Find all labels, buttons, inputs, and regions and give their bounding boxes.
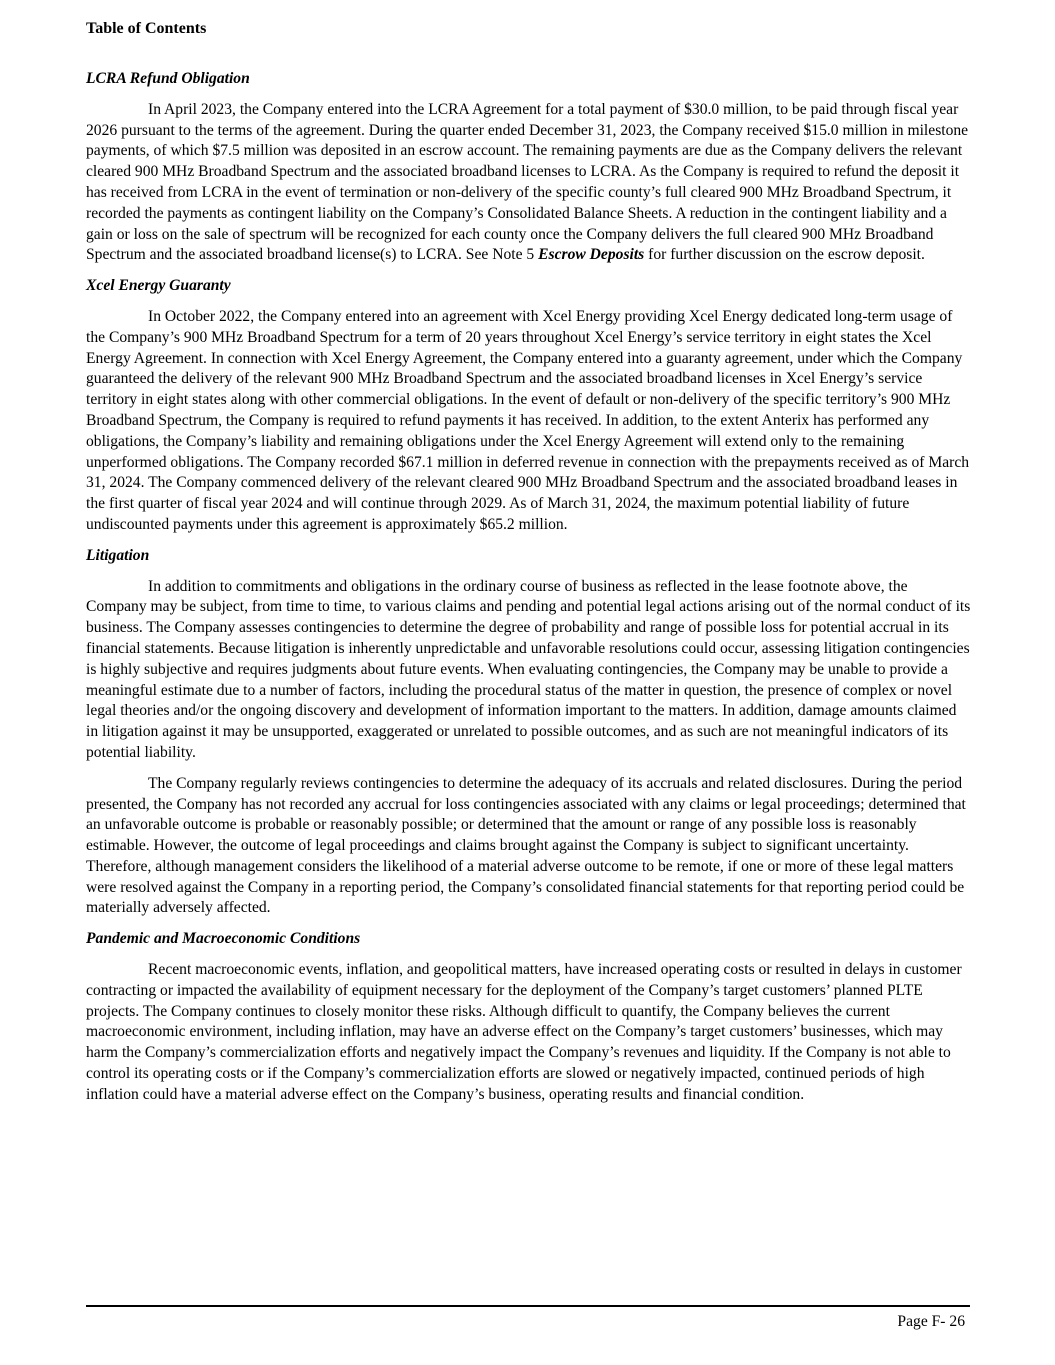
paragraph-pandemic-macroeconomic: Recent macroeconomic events, inflation, and geopolitical matters, have increased operating costs or resulted in delays in customer contracting or impacted the availability of equipment necessary for the deployment of the Company’s target customers’ planned PLTE projects. The Company continues to closely monitor these risks. Although difficult to quantify, the Company believes the current macroeconomic environment, including inflation, may have an adverse effect on the Company’s target customers’ businesses, which may harm the Company’s commercialization efforts and negatively impact the Company’s revenues and liquidity. If the Company is not able to control its operating costs or if the Company’s commercialization efforts are slowed or negatively impacted, continued periods of high inflation could have a material adverse effect on the Company’s business, operating results and financial condition. <box>86 961 962 1103</box>
section-heading-pandemic-macroeconomic: Pandemic and Macroeconomic Conditions <box>86 930 361 948</box>
paragraph-lcra-refund-obligation <box>86 100 971 266</box>
paragraph-litigation-1: In addition to commitments and obligations in the ordinary course of business as reflected in the lease footnote above, the Company may be subject, from time to time, to various claims and pending and potential legal actions arising out of the normal conduct of its business. The Company assesses contingencies to determine the degree of probability and range of possible loss for potential accrual in its financial statements. Because litigation is inherently unpredictable and unfavorable resolutions could occur, assessing litigation contingencies is highly subjective and requires judgments about future events. When evaluating contingencies, the Company may be unable to provide a meaningful estimate due to a number of factors, including the procedural status of the matter in question, the presence of complex or novel legal theories and/or the ongoing discovery and development of information important to the matters. In addition, damage amounts claimed in litigation against it may be unsupported, exaggerated or unrelated to possible outcomes, and as such are not meaningful indicators of its potential liability. <box>86 577 971 761</box>
paragraph-text: In April 2023, the Company entered into the LCRA Agreement for a total payment of $30.0 million, to be paid through fiscal year 2026 pursuant to the terms of the agreement. During the quarter ended December 31, 2023, the Company received $15.0 million in milestone payments, of which $7.5 million was deposited in an escrow account. The remaining payments are due as the Company delivers the relevant cleared 900 MHz Broadband Spectrum and the associated broadband licenses to LCRA. As the Company is required to refund the deposit it has received from LCRA in the event of termination or non-delivery of the specific county’s full cleared 900 MHz Broadband Spectrum, it recorded the payments as contingent liability on the Company’s Consolidated Balance Sheets. A reduction in the contingent liability and a gain or loss on the sale of spectrum will be recognized for each county once the Company delivers the full cleared 900 MHz Broadband Spectrum and the associated broadband license(s) to LCRA. See Note 5 <box>86 100 969 264</box>
paragraph-xcel-energy-guaranty: In October 2022, the Company entered into an agreement with Xcel Energy providing Xcel Energy dedicated long-term usage of the Company’s 900 MHz Broadband Spectrum for a term of 20 years throughout Xcel Energy’s service territory in eight states the Xcel Energy Agreement. In connection with Xcel Energy Agreement, the Company entered into a guaranty agreement, under which the Company guaranteed the delivery of the relevant 900 MHz Broadband Spectrum and the associated broadband licenses in Xcel Energy’s service territory in eight states along with other commercial obligations. In the event of default or non-delivery of the specific territory’s 900 MHz Broadband Spectrum, the Company is required to refund payments it has received. In addition, to the extent Anterix has performed any obligations, the Company’s liability and remaining obligations under the Xcel Energy Agreement will extend only to the remaining unperformed obligations. The Company recorded $67.1 million in deferred revenue in connection with the prepayments received as of March 31, 2024. The Company commenced delivery of the relevant cleared 900 MHz Broadband Spectrum and the associated broadband leases in the first quarter of fiscal year 2024 and will continue through 2029. As of March 31, 2024, the maximum potential liability of future undiscounted payments under this agreement is approximately $65.2 million. <box>86 307 970 533</box>
document-body <box>86 69 971 1116</box>
paragraph-text: for further discussion on the escrow deposit. <box>644 246 925 264</box>
page-number: Page F- 26 <box>897 1313 965 1330</box>
footer-divider <box>86 1305 970 1307</box>
section-heading-lcra-refund-obligation: LCRA Refund Obligation <box>86 70 250 87</box>
section-heading-litigation: Litigation <box>86 546 150 564</box>
table-of-contents-link[interactable]: Table of Contents <box>86 20 207 37</box>
paragraph-litigation-2: The Company regularly reviews contingencies to determine the adequacy of its accruals and related disclosures. During the period presented, the Company has not recorded any accrual for loss contingencies associated with any claims or legal proceedings; determined that an unfavorable outcome is probable or reasonably possible; or determined that the amount or range of any possible loss is reasonably estimable. However, the outcome of legal proceedings and claims brought against the Company is subject to significant uncertainty. Therefore, although management considers the likelihood of a material adverse outcome to be remote, if one or more of these legal matters were resolved against the Company in a reporting period, the Company’s consolidated financial statements for that reporting period could be materially adversely affected. <box>86 774 966 917</box>
note-reference-escrow-deposits: Escrow Deposits <box>538 246 645 264</box>
section-heading-xcel-energy-guaranty: Xcel Energy Guaranty <box>86 277 231 295</box>
